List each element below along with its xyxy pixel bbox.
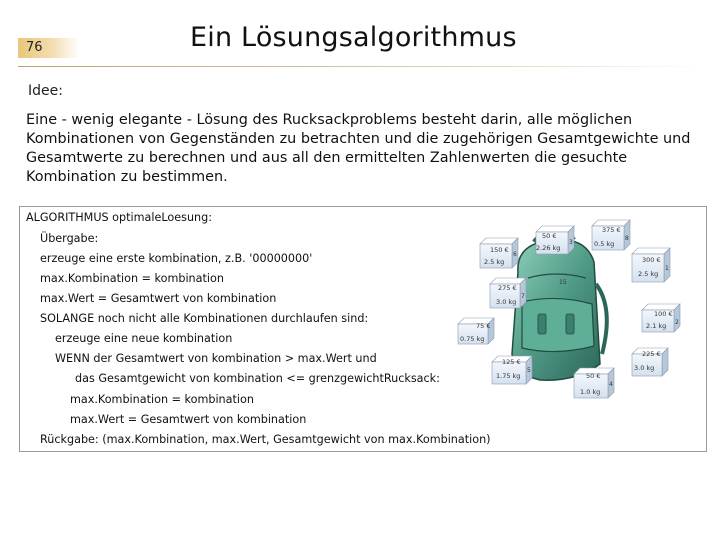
- item-box: [574, 368, 614, 398]
- svg-text:2.5 kg: 2.5 kg: [484, 258, 505, 266]
- svg-text:100 €: 100 €: [654, 310, 673, 318]
- backpack-number: 15: [559, 279, 567, 286]
- svg-text:8: 8: [625, 235, 629, 242]
- svg-text:3: 3: [569, 239, 573, 246]
- algorithm-line: Rückgabe: (max.Kombination, max.Wert, Gesamtgewicht von max.Kombination): [40, 433, 491, 446]
- intro-paragraph: Eine - wenig elegante - Lösung des Rucksackproblems besteht darin, alle möglichen Kombinationen von Gegenständen zu betrachten und die zugehörigen Gesamtgewichte und Gesamtwerte zu berechnen und aus all den ermittelten Zahlenwerten die gesuchte Kombination zu bestimmen.: [26, 112, 691, 185]
- item-box: [632, 248, 670, 282]
- item-box: [490, 278, 526, 308]
- title-divider: [18, 66, 708, 67]
- algorithm-line: erzeuge eine neue kombination: [55, 332, 233, 345]
- algorithm-line: Übergabe:: [40, 232, 99, 245]
- item-box: [458, 318, 494, 344]
- svg-text:275 €: 275 €: [498, 284, 517, 292]
- item-box: [642, 304, 680, 332]
- svg-text:3.0 kg: 3.0 kg: [496, 298, 517, 306]
- svg-text:2.1 kg: 2.1 kg: [646, 322, 667, 330]
- svg-text:1.0 kg: 1.0 kg: [580, 388, 601, 396]
- slide-title: Ein Lösungsalgorithmus: [190, 22, 517, 53]
- knapsack-illustration: [456, 214, 700, 400]
- algorithm-line: max.Wert = Gesamtwert von kombination: [70, 413, 307, 426]
- svg-text:1.75 kg: 1.75 kg: [496, 372, 521, 380]
- algorithm-line: erzeuge eine erste kombination, z.B. '00000000': [40, 252, 313, 265]
- svg-text:375 €: 375 €: [602, 226, 621, 234]
- algorithm-line: max.Kombination = kombination: [70, 393, 254, 406]
- item-box: [480, 238, 518, 268]
- svg-text:50 €: 50 €: [542, 232, 557, 240]
- algorithm-heading: ALGORITHMUS optimaleLoesung:: [26, 211, 213, 224]
- svg-text:50 €: 50 €: [586, 372, 601, 380]
- algorithm-line: das Gesamtgewicht von kombination <= grenzgewichtRucksack:: [75, 372, 440, 385]
- svg-text:0.5 kg: 0.5 kg: [594, 240, 615, 248]
- page-number: 76: [18, 38, 80, 58]
- algorithm-line: WENN der Gesamtwert von kombination > max.Wert und: [55, 352, 377, 365]
- algorithm-line: max.Wert = Gesamtwert von kombination: [40, 292, 277, 305]
- algorithm-line: SOLANGE noch nicht alle Kombinationen durchlaufen sind:: [40, 312, 369, 325]
- algorithm-line: max.Kombination = kombination: [40, 272, 224, 285]
- svg-text:3.0 kg: 3.0 kg: [634, 364, 655, 372]
- item-box: [492, 356, 532, 384]
- svg-text:2.5 kg: 2.5 kg: [638, 270, 659, 278]
- svg-text:7: 7: [521, 293, 525, 300]
- svg-text:5: 5: [527, 367, 531, 374]
- svg-text:2.26 kg: 2.26 kg: [536, 244, 561, 252]
- item-box: [592, 220, 630, 250]
- svg-text:75 €: 75 €: [476, 322, 491, 330]
- idea-label: Idee:: [28, 83, 63, 99]
- svg-text:125 €: 125 €: [502, 358, 521, 366]
- svg-text:225 €: 225 €: [642, 350, 661, 358]
- svg-text:300 €: 300 €: [642, 256, 661, 264]
- svg-text:0.75 kg: 0.75 kg: [460, 335, 485, 343]
- svg-text:6: 6: [513, 251, 517, 258]
- svg-text:2: 2: [675, 319, 679, 326]
- svg-text:4: 4: [609, 381, 613, 388]
- svg-text:150 €: 150 €: [490, 246, 509, 254]
- item-box: [536, 226, 574, 254]
- item-box: [632, 348, 668, 376]
- svg-text:1: 1: [665, 265, 669, 272]
